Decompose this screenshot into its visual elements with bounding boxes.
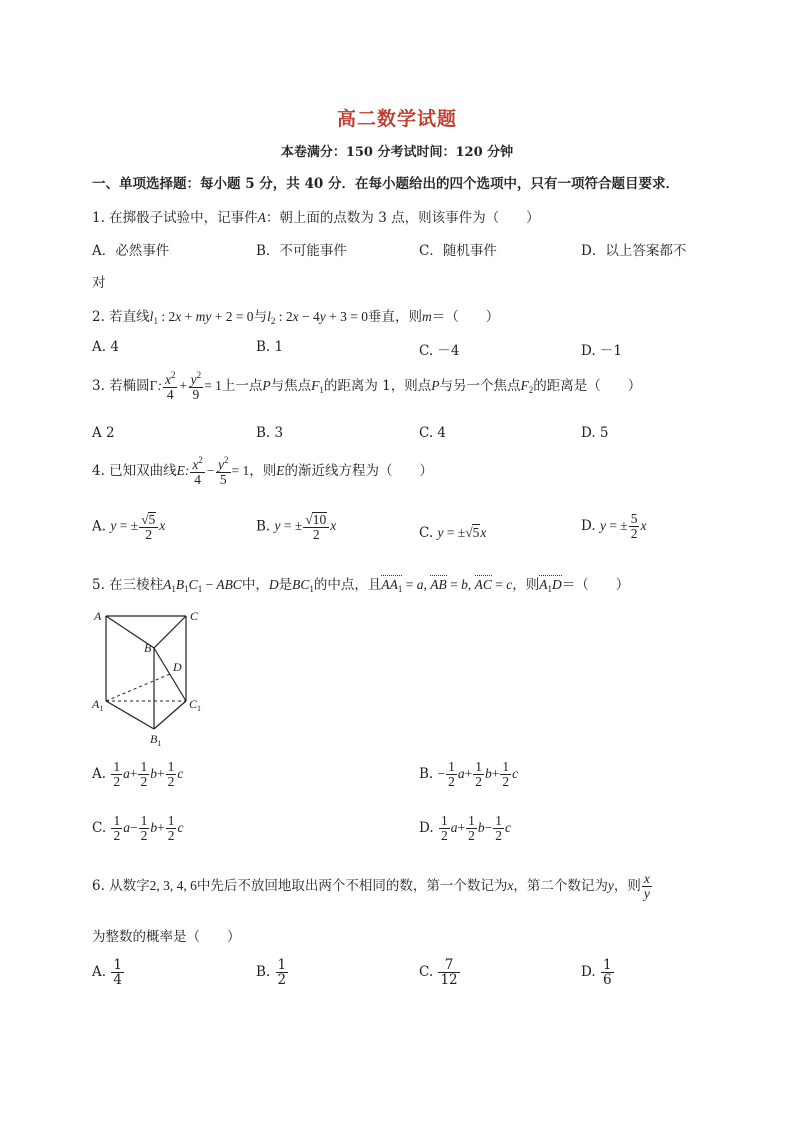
question-1: [92, 206, 540, 226]
option-label: C.: [92, 819, 107, 836]
section-heading: 一、单项选择题：每小题 5 分，共 40 分．在每小题给出的四个选项中，只有一项符合题目要求．: [92, 176, 679, 192]
option-label: A.: [92, 964, 107, 981]
question-1-text: 1. 在掷骰子试验中，记事件: [92, 210, 258, 226]
q3-text-4: 与另一个焦点: [439, 377, 521, 394]
q1-option-d-wrap: 对: [92, 275, 106, 291]
q6-option-d[interactable]: [581, 958, 615, 987]
segment-bc1-line: [154, 648, 186, 701]
q2-option-d[interactable]: D. －1: [581, 343, 623, 359]
q3-text-3: 的距离为 1，则点: [323, 377, 432, 394]
question-2-text-end: ＝（ ）: [431, 309, 500, 325]
ratio-x-over-y: $\frac{x}{y}$: [643, 871, 650, 902]
q3-text-5: 的距离是（ ）: [533, 377, 642, 394]
q5-option-b[interactable]: B. − $\frac{1}{2}$ a+ $\frac{1}{2}$ b+ $\frac{1}{2}$ c: [419, 759, 519, 790]
hyperbola-equation: E: $\frac{x^2}{4}$ − $\frac{y^2}{5}$ = 1: [176, 455, 250, 488]
numerator: 1: [277, 957, 287, 973]
option-label: C.: [419, 525, 434, 541]
q4-option-d[interactable]: D. y = ± $\frac{5}{2}$ x: [581, 511, 647, 542]
exam-info: 本卷满分：150 分考试时间：120 分钟: [280, 145, 514, 160]
page-title: 高二数学试题: [336, 108, 457, 130]
q5-option-a[interactable]: A. $\frac{1}{2}$ a+ $\frac{1}{2}$ b+ $\frac{1}{2}$ c: [92, 759, 184, 790]
question-4-text: 4. 已知双曲线: [92, 462, 177, 479]
label-c: C: [190, 609, 199, 623]
question-6: [92, 872, 653, 901]
option-label: A.: [92, 518, 107, 535]
q5-text-1: 中，: [241, 577, 269, 593]
line-l2-equation: $l_2$ : 2x − 4y + 3 = 0: [267, 309, 368, 326]
denominator: 12: [440, 972, 458, 989]
question-2-connector: 与: [253, 309, 268, 325]
prism-figure: [90, 604, 215, 749]
q3-text-2: 与焦点: [270, 377, 312, 394]
option-label: D.: [581, 964, 596, 981]
question-2: [92, 305, 499, 326]
label-a: A: [94, 609, 102, 623]
q4-option-c[interactable]: C. y = ±√5x: [419, 525, 487, 541]
question-2-text-mid: 垂直，则: [367, 309, 422, 325]
q3-option-b[interactable]: B. 3: [256, 425, 284, 441]
q1-option-c[interactable]: C．随机事件: [419, 243, 497, 259]
question-5-text: 5. 在三棱柱: [92, 577, 164, 593]
event-variable: A: [257, 210, 266, 225]
option-label: D.: [581, 517, 596, 534]
denominator: 6: [602, 972, 612, 989]
point-p-2: P: [431, 377, 440, 393]
q4-text-2: 的渐近线方程为（ ）: [284, 462, 434, 479]
label-b1: $B_1$: [150, 732, 162, 748]
numerator: 7: [438, 958, 459, 973]
ellipse-equation: Γ: $\frac{x^2}{4}$ + $\frac{y^2}{9}$ = 1: [149, 370, 222, 403]
edge-a1b1: [106, 701, 154, 729]
variable-x: x: [507, 877, 514, 893]
denominator: 2: [277, 972, 287, 989]
point-p: P: [262, 377, 271, 393]
q2-option-c[interactable]: C. －4: [419, 343, 460, 359]
q1-option-d[interactable]: D．以上答案都不: [581, 243, 687, 259]
question-5: [92, 573, 629, 594]
question-2-text: 2. 若直线: [92, 309, 150, 325]
question-1-text-end: ：朝上面的点数为 3 点，则该事件为（ ）: [265, 210, 540, 226]
point-d: D: [268, 577, 279, 592]
label-d: D: [173, 660, 182, 674]
q3-option-d[interactable]: D. 5: [581, 425, 609, 441]
option-label: B.: [256, 518, 271, 535]
hidden-segment-a1d: [106, 674, 170, 701]
vector-definitions: $AA_1 = a$, AB = b, AC = c: [381, 577, 513, 594]
prism-name: $A_1B_1C_1$ − ABC: [163, 577, 242, 594]
focus-f1: $F_1$: [311, 377, 324, 395]
focus-f2: $F_2$: [520, 377, 534, 395]
q4-text-1: ，则: [249, 462, 277, 479]
q4-option-a[interactable]: A. y = ± $\frac{√5}{2}$ x: [92, 512, 166, 543]
q4-option-b[interactable]: B. y = ± $\frac{√10}{2}$ x: [256, 512, 337, 543]
q5-option-d[interactable]: D. $\frac{1}{2}$ a+ $\frac{1}{2}$ b− $\frac{1}{2}$ c: [419, 813, 511, 844]
line-l1-equation: $l_1$ : 2x + my + 2 = 0: [149, 309, 254, 326]
q5-option-c[interactable]: C. $\frac{1}{2}$ a− $\frac{1}{2}$ b+ $\frac{1}{2}$ c: [92, 813, 184, 844]
q5-text-4: ，则: [512, 577, 540, 593]
q5-text-3: 的中点，且: [313, 577, 382, 593]
q6-option-c[interactable]: [419, 958, 461, 987]
q6-option-a[interactable]: [92, 958, 125, 987]
option-label: B.: [256, 964, 271, 981]
q5-text-5: ＝（ ）: [561, 577, 630, 593]
variable-m: m: [421, 309, 432, 324]
option-label: A.: [92, 765, 107, 782]
question-3: [92, 371, 641, 402]
digit-set: 2, 3, 4, 6: [149, 877, 197, 893]
q6-text-3: ，则: [613, 877, 641, 894]
label-c1: $C_1$: [189, 697, 202, 713]
question-6-text: 6. 从数字: [92, 877, 150, 894]
vector-a1d: $A_1D$: [539, 577, 562, 594]
question-4: [92, 456, 433, 487]
label-b: B: [144, 641, 152, 655]
q3-option-c[interactable]: C. 4: [419, 425, 447, 441]
label-a1: $A_1$: [92, 697, 104, 713]
q3-text-1: 上一点: [221, 377, 263, 394]
option-label: C.: [419, 964, 434, 981]
question-6-line-2: 为整数的概率是（ ）: [92, 929, 241, 945]
option-label: B.: [419, 765, 434, 782]
q3-option-a[interactable]: A 2: [92, 425, 115, 441]
question-3-text: 3. 若椭圆: [92, 377, 150, 394]
denominator: 4: [113, 972, 122, 989]
edge-b1c1: [154, 701, 186, 729]
q6-text-1: 中先后不放回地取出两个不相同的数，第一个数记为: [196, 877, 508, 894]
variable-y: y: [607, 877, 614, 893]
q6-text-2: ，第二个数记为: [513, 877, 608, 894]
q1-option-b[interactable]: B．不可能事件: [256, 243, 347, 259]
q2-option-b[interactable]: B. 1: [256, 339, 284, 355]
numerator: 1: [113, 957, 122, 973]
q1-option-a[interactable]: A．必然事件: [92, 243, 170, 259]
numerator: 1: [602, 957, 612, 973]
q6-option-b[interactable]: [256, 958, 289, 987]
segment-bc1: $BC_1$: [292, 577, 314, 594]
edge-bc: [154, 616, 186, 648]
q5-text-2: 是: [278, 577, 293, 593]
option-label: D.: [419, 819, 434, 836]
q2-option-a[interactable]: A. 4: [92, 339, 119, 355]
variable-e: E: [276, 462, 285, 478]
